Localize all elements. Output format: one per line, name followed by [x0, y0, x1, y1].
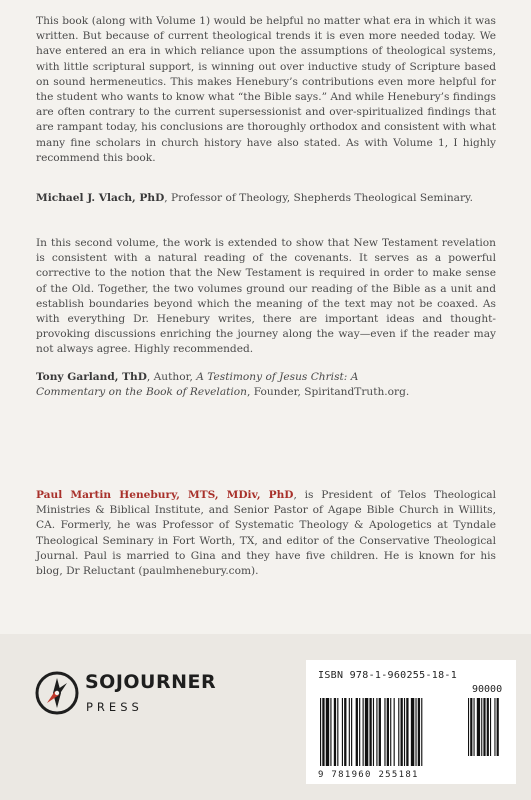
endorsement-2-text: In this second volume, the work is extended to show that New Testament revelation is consistent with a natural reading of the covenants. It serves as a powerful corrective to the notion that the New Testament is required in order to make sense of the Old. Together, the two volumes ground our reading of the Bible as a unit and establish boundaries beyond which the meaning of the text may not be coaxed. As with everything Dr. Henebury writes, there are important ideas and thought-provoking discussions enriching the journey along the way—even if the reader may not always agree. Highly recommended.: [36, 237, 496, 356]
endorsement-1-title: , Professor of Theology, Shepherds Theological Seminary.: [164, 192, 473, 204]
barcode-bars: [306, 660, 516, 784]
price-code: 90000: [472, 684, 503, 695]
author-bio-name: Paul Martin Henebury, MTS, MDiv, PhD: [36, 489, 294, 501]
endorsement-2-post: , Founder, SpiritandTruth.org.: [247, 386, 410, 399]
endorsement-1-author: Michael J. Vlach, PhD: [36, 192, 165, 204]
author-bio-text: , is President of Telos Theological Ministries & Biblical Institute, and Senior Pastor of Agape Bible Church in Willits, CA. Formerly, he was Professor of Systematic Theology & Apologetics at Tyndale Theological Seminary in Fort Worth, TX, and editor of the Conservative Theological Journal. Paul is married to Gina and they have five children. He is known for his blog, Dr Reluctant (paulmhenebury.com).: [36, 489, 496, 578]
endorsement-1-credit: [36, 191, 496, 206]
ean-digits: 9 781960 255181: [318, 770, 419, 780]
endorsement-2-author: Tony Garland, ThD: [36, 371, 147, 383]
publisher-name: SOJOURNER: [85, 671, 217, 693]
author-bio: [36, 488, 496, 579]
isbn-number: ISBN 978-1-960255-18-1: [318, 670, 458, 681]
endorsement-2-pre: , Author,: [146, 371, 197, 383]
publisher-sub: PRESS: [86, 700, 143, 714]
endorsement-2-credit: [36, 370, 416, 400]
isbn-barcode: [306, 660, 516, 784]
publisher-logo: [34, 666, 234, 726]
endorsement-1-text: This book (along with Volume 1) would be helpful no matter what era in which it was written. But because of current theological trends it is even more needed today. We have entered an era in which reliance upon the assumptions of theological systems, with little scriptural support, is winning out over inductive study of Scripture based on sound hermeneutics. This makes Henebury’s contributions even more helpful for the student who wants to know what “the Bible says.” And while Henebury’s findings are often contrary to the current supersessionist and over-spiritualized findings that are rampant today, his conclusions are thoroughly orthodox and consistent with what many fine scholars in church history have also stated. As with Volume 1, I highly recommend this book.: [36, 15, 496, 164]
compass-icon: [34, 670, 80, 716]
endorsement-2-book: A Testimony of Jesus Christ: A Commentary on the Book of Revelation: [36, 371, 359, 399]
